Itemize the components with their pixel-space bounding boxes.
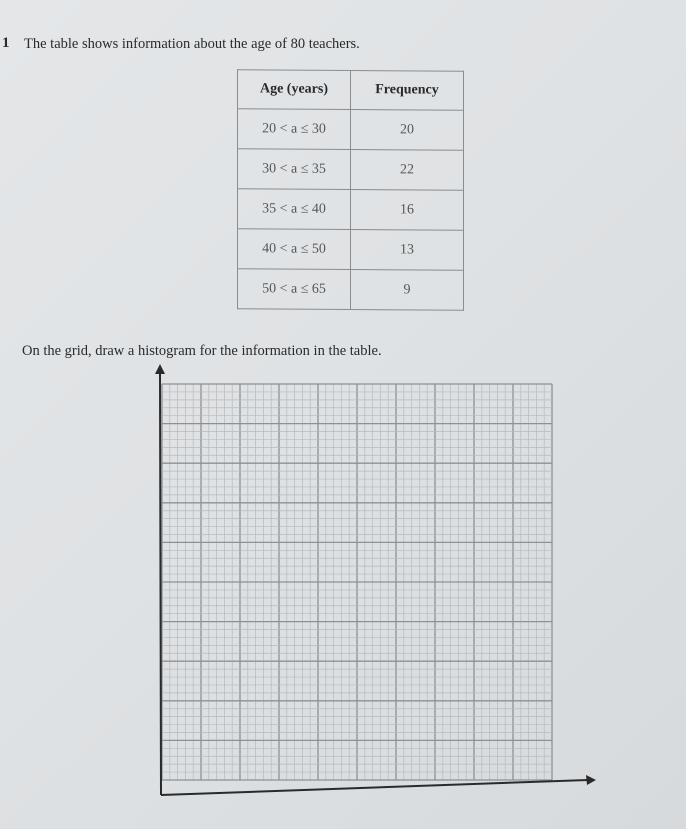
y-axis — [160, 372, 161, 795]
question-text: The table shows information about the age of 80 teachers. — [24, 36, 360, 52]
age-cell: 20 < a ≤ 30 — [238, 109, 351, 150]
frequency-cell: 9 — [351, 270, 464, 311]
x-axis-arrow-icon — [586, 775, 596, 785]
frequency-cell: 16 — [351, 190, 464, 231]
frequency-cell: 22 — [351, 150, 464, 191]
age-cell: 40 < a ≤ 50 — [238, 229, 351, 270]
instruction-text: On the grid, draw a histogram for the information in the table. — [22, 343, 382, 359]
frequency-cell: 20 — [351, 110, 464, 151]
question-number: 1 — [2, 35, 10, 51]
grid-lines — [162, 384, 552, 780]
header-frequency: Frequency — [351, 71, 464, 111]
x-axis — [161, 780, 588, 795]
age-cell: 30 < a ≤ 35 — [238, 149, 351, 190]
age-cell: 35 < a ≤ 40 — [238, 189, 351, 230]
frequency-cell: 13 — [351, 230, 464, 271]
y-axis-arrow-icon — [155, 364, 165, 374]
header-age: Age (years) — [238, 70, 351, 110]
age-cell: 50 < a ≤ 65 — [238, 269, 351, 310]
